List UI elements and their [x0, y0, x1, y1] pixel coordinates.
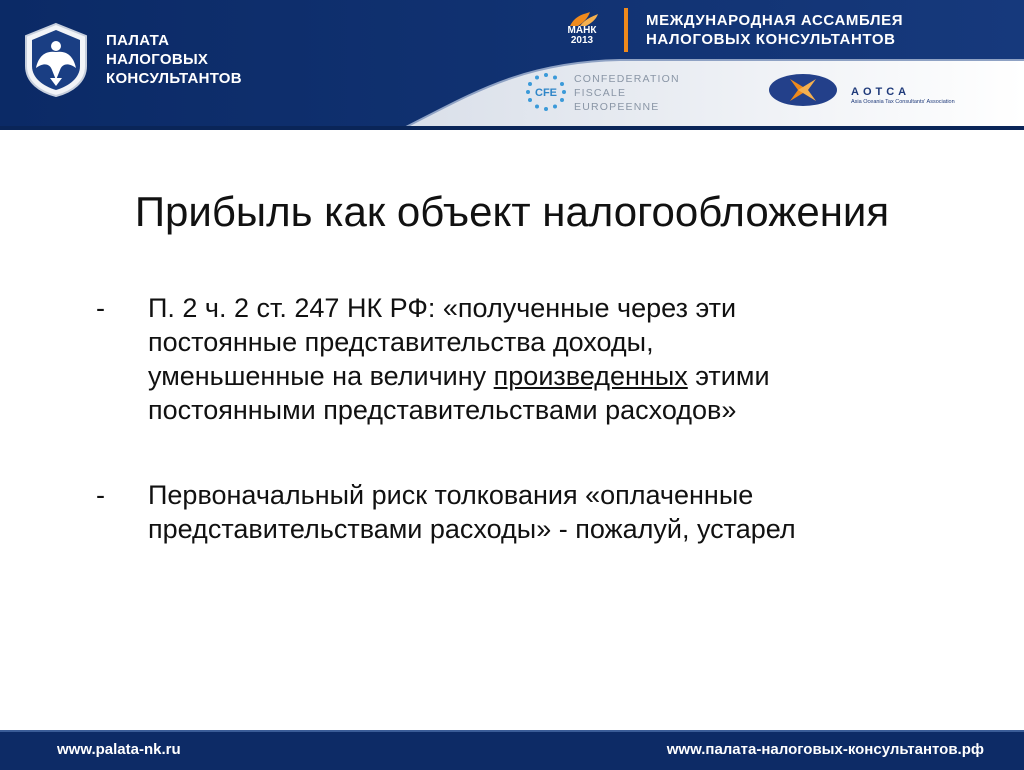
bullet-line — [148, 359, 978, 393]
bullet-text — [148, 478, 978, 546]
assembly-line-2: НАЛОГОВЫХ КОНСУЛЬТАНТОВ — [646, 31, 896, 48]
cfe-line-2: FISCALE — [574, 87, 627, 99]
bullet-dash: - — [96, 293, 105, 323]
org-name-line-3: КОНСУЛЬТАНТОВ — [106, 70, 242, 87]
assembly-line-1: МЕЖДУНАРОДНАЯ АССАМБЛЕЯ — [646, 12, 904, 29]
slide-title: Прибыль как объект налогообложения — [134, 188, 890, 235]
org-name-line-1: ПАЛАТА — [106, 32, 170, 49]
bullet-line: постоянные представительства доходы, — [148, 327, 654, 357]
bullet-dash: - — [96, 480, 105, 510]
cfe-abbreviation: CFE — [535, 87, 557, 99]
bullet-line: представительствами расходы» - пожалуй, устарел — [148, 514, 796, 544]
aotca-subtitle: Asia Oceania Tax Consultants' Association — [851, 99, 955, 105]
slide-header — [0, 0, 1024, 130]
cfe-line-3: EUROPEENNE — [574, 101, 660, 113]
bullet-text — [148, 291, 978, 427]
aotca-name: AOTCA — [851, 86, 911, 98]
mank-line-2: 2013 — [570, 35, 594, 46]
assembly-title — [646, 11, 903, 49]
footer-website-link[interactable]: www.palata-nk.ru — [57, 741, 181, 758]
slide-footer — [0, 730, 1024, 770]
aotca-logo-icon — [768, 73, 838, 107]
cfe-name — [574, 72, 680, 114]
mank-line-1: МАНК — [567, 25, 597, 36]
bullet-line: постоянными представительствами расходов» — [148, 395, 737, 425]
org-name-line-2: НАЛОГОВЫХ — [106, 51, 209, 68]
cfe-stars-logo-icon — [524, 72, 568, 112]
organization-name — [106, 31, 242, 88]
underlined-word: произведенных — [493, 361, 688, 391]
bullet-text-segment: этими — [687, 361, 770, 391]
eagle-emblem-icon — [22, 22, 90, 98]
mank-logo-text — [562, 26, 602, 46]
bullet-line: П. 2 ч. 2 ст. 247 НК РФ: «полученные через эти — [148, 293, 737, 323]
cfe-line-1: CONFEDERATION — [574, 73, 680, 85]
bullet-line: Первоначальный риск толкования «оплаченные — [148, 480, 754, 510]
bullet-text-segment: уменьшенные на величину — [148, 361, 494, 391]
footer-website-link-cyrillic[interactable]: www.палата-налоговых-консультантов.рф — [666, 741, 984, 758]
orange-divider — [624, 8, 628, 52]
